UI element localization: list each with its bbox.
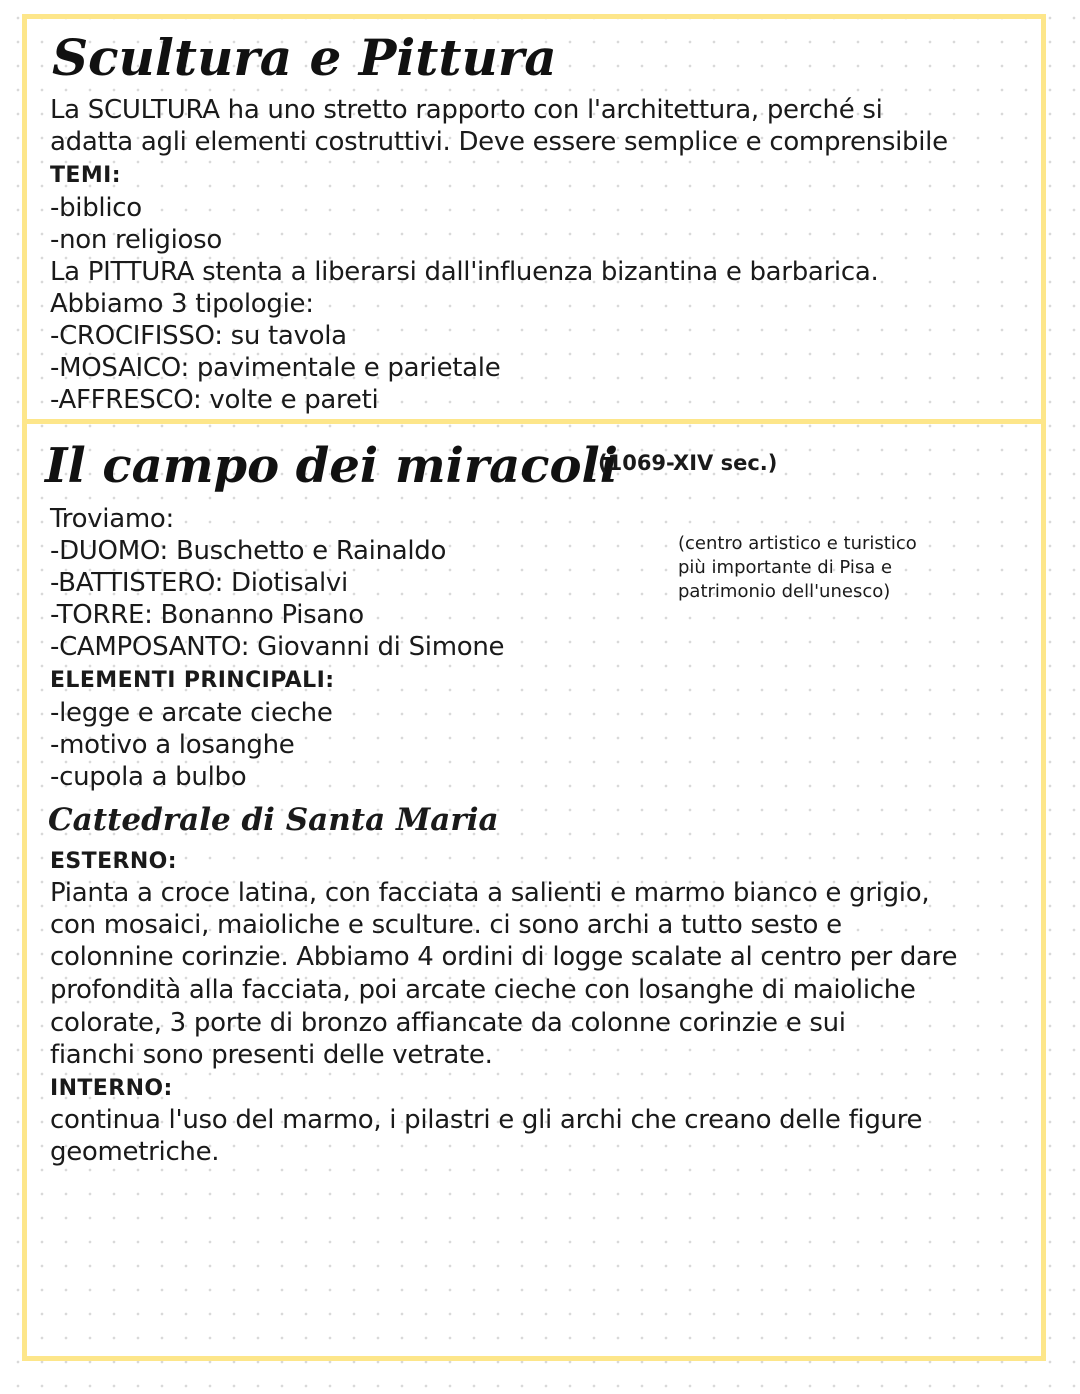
side-note-line: patrimonio dell'unesco) [678, 581, 891, 602]
side-note-line: più importante di Pisa e [678, 557, 893, 578]
text-line: La PITTURA stenta a liberarsi dall'influenza bizantina e barbarica. [50, 257, 879, 287]
list-item: -legge e arcate cieche [50, 698, 333, 728]
cathedral-subtitle: Cattedrale di Santa Maria [48, 802, 499, 838]
list-item: -cupola a bulbo [50, 762, 247, 792]
exterior-label: ESTERNO: [50, 849, 177, 874]
list-item: -motivo a losanghe [50, 730, 295, 760]
text-line: Abbiamo 3 tipologie: [50, 289, 314, 319]
topics-label: TEMI: [50, 163, 121, 188]
text-line: fianchi sono presenti delle vetrate. [50, 1040, 493, 1070]
text-line: continua l'uso del marmo, i pilastri e gli archi che creano delle figure [50, 1105, 923, 1135]
list-item: -DUOMO: Buschetto e Rainaldo [50, 536, 447, 566]
text-line: Pianta a croce latina, con facciata a salienti e marmo bianco e grigio, [50, 878, 930, 908]
list-item: -biblico [50, 193, 142, 223]
list-item: -CROCIFISSO: su tavola [50, 321, 347, 351]
text-line: profondità alla facciata, poi arcate cieche con losanghe di maioliche [50, 975, 916, 1005]
side-note [678, 532, 917, 604]
section1-title: Scultura e Pittura [52, 28, 557, 87]
list-item: -MOSAICO: pavimentale e parietale [50, 353, 501, 383]
list-item: -non religioso [50, 225, 222, 255]
text-line: colonnine corinzie. Abbiamo 4 ordini di logge scalate al centro per dare [50, 942, 958, 972]
date-range: (1069-XIV sec.) [598, 451, 778, 475]
elements-label: ELEMENTI PRINCIPALI: [50, 668, 335, 693]
list-item: -AFFRESCO: volte e pareti [50, 385, 379, 415]
text-line: con mosaici, maioliche e sculture. ci sono archi a tutto sesto e [50, 910, 842, 940]
text-line: adatta agli elementi costruttivi. Deve essere semplice e comprensibile [50, 127, 948, 157]
list-item: -CAMPOSANTO: Giovanni di Simone [50, 632, 505, 662]
interior-label: INTERNO: [50, 1076, 173, 1101]
text-line: colorate, 3 porte di bronzo affiancate da colonne corinzie e sui [50, 1008, 846, 1038]
text-line: Troviamo: [50, 504, 174, 534]
text-line: La SCULTURA ha uno stretto rapporto con l'architettura, perché si [50, 95, 883, 125]
list-item: -TORRE: Bonanno Pisano [50, 600, 364, 630]
list-item: -BATTISTERO: Diotisalvi [50, 568, 348, 598]
text-line: geometriche. [50, 1137, 220, 1167]
side-note-line: (centro artistico e turistico [678, 533, 917, 554]
section-divider [22, 419, 1046, 424]
section2-title: Il campo dei miracoli [45, 438, 618, 494]
